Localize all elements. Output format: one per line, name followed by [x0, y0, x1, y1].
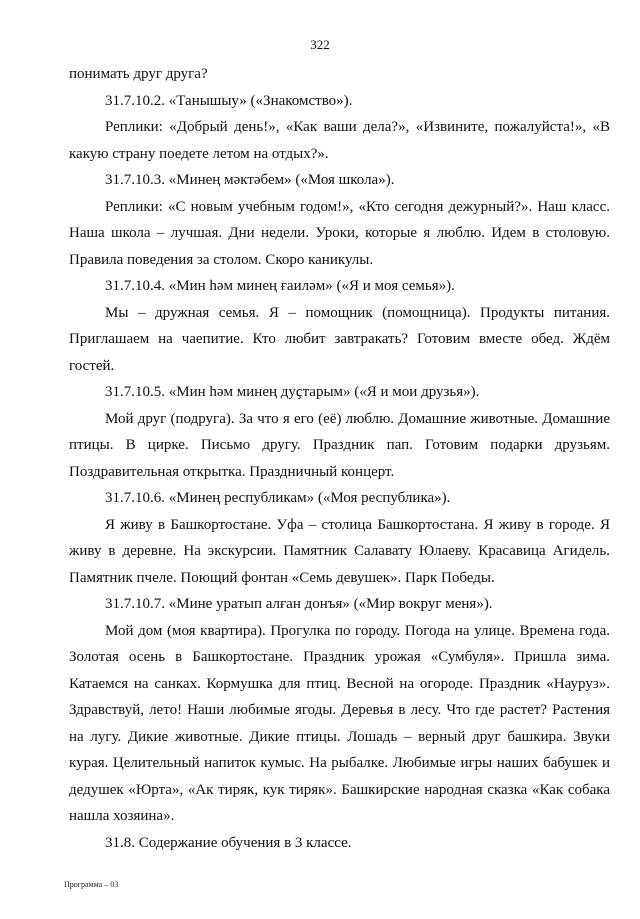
document-body [69, 61, 610, 856]
section-body-31-7-10-3: Реплики: «С новым учебным годом!», «Кто сегодня дежурный?». Наш класс. Наша школа – лучшая. Дни недели. Уроки, которые я люблю. Идем в столовую. Правила поведения за столом. Скоро каникулы. [69, 198, 610, 268]
section-heading-31-7-10-5: 31.7.10.5. «Мин һәм минең дуҫтарым» («Я и мои друзья»). [105, 384, 480, 400]
section-body-31-7-10-5: Мой друг (подруга). За что я его (её) люблю. Домашние животные. Домашние птицы. В цирке. Письмо другу. Праздник пап. Готовим подарки друзьям. Поздравительная открытка. Праздничный концерт. [69, 410, 610, 480]
section-heading-31-7-10-4: 31.7.10.4. «Мин һәм минең ғаиләм» («Я и моя семья»). [105, 278, 455, 294]
section-heading-31-7-10-7: 31.7.10.7. «Мине уратып алған донъя» («Мир вокруг меня»). [105, 596, 493, 612]
paragraph-continuation: понимать друг друга? [69, 66, 208, 82]
page-footer: Программа – 03 [64, 880, 119, 889]
section-body-31-7-10-7: Мой дом (моя квартира). Прогулка по городу. Погода на улице. Времена года. Золотая осень в Башкортостане. Праздник урожая «Сумбуля». Пришла зима. Катаемся на санках. Кормушка для птиц. Весной на огороде. Праздник «Науруз». Здравствуй, лето! Наши любимые ягоды. Деревья в лесу. Что где растет? Растения на лугу. Дикие животные. Дикие птицы. Лошадь – верный друг башкира. Звуки курая. Целительный напиток кумыс. На рыбалке. Любимые игры наших бабушек и дедушек «Юрта», «Ак тиряк, кук тиряк». Башкирские народная сказка «Как собака нашла хозяина». [69, 622, 610, 824]
section-heading-31-7-10-3: 31.7.10.3. «Минең мәктәбем» («Моя школа»). [105, 172, 395, 188]
section-body-31-7-10-6: Я живу в Башкортостане. Уфа – столица Башкортостана. Я живу в городе. Я живу в деревне. На экскурсии. Памятник Салавату Юлаеву. Красавица Агидель. Памятник пчеле. Поющий фонтан «Семь девушек». Парк Победы. [69, 516, 610, 586]
section-body-31-7-10-2: Реплики: «Добрый день!», «Как ваши дела?», «Извините, пожалуйста!», «В какую страну поедете летом на отдых?». [69, 119, 610, 162]
section-heading-31-7-10-6: 31.7.10.6. «Минең республикам» («Моя республика»). [105, 490, 451, 506]
section-heading-31-8: 31.8. Содержание обучения в 3 классе. [105, 834, 352, 851]
section-body-31-7-10-4: Мы – дружная семья. Я – помощник (помощница). Продукты питания. Приглашаем на чаепитие. Кто любит завтракать? Готовим вместе обед. Ждём гостей. [69, 304, 610, 374]
section-heading-31-7-10-2: 31.7.10.2. «Танышыу» («Знакомство»). [105, 92, 353, 109]
page-number: 322 [310, 37, 330, 52]
